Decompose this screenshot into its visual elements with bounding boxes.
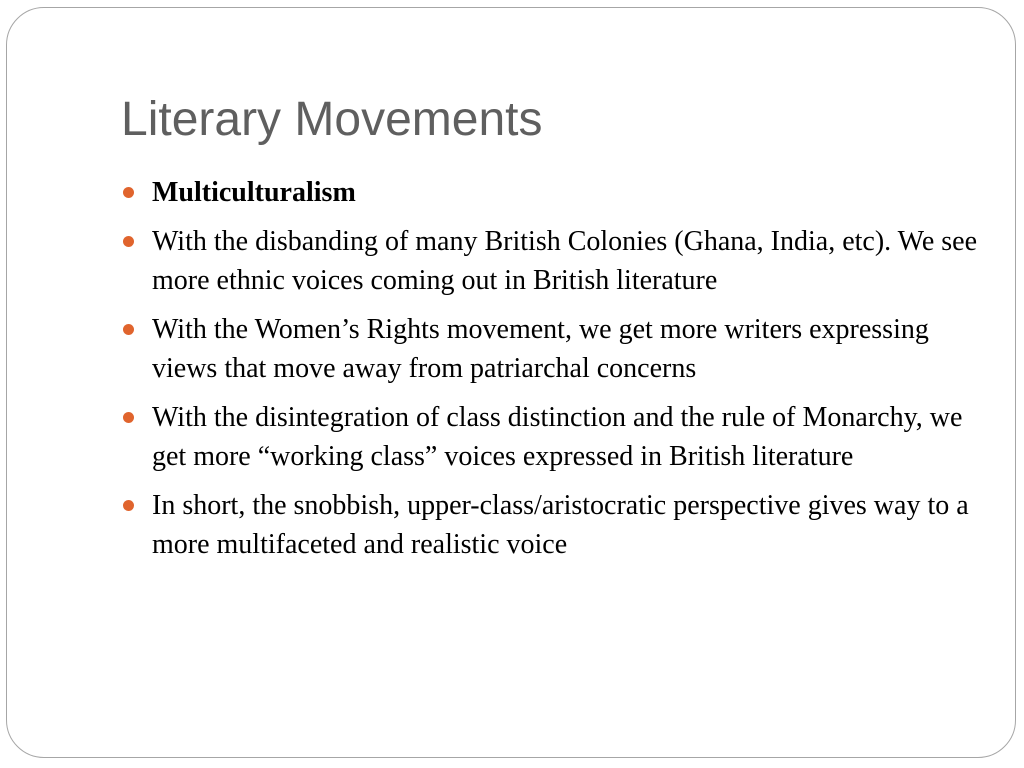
bullet-item-colonies bbox=[121, 222, 981, 301]
bullet-text: With the Women’s Rights movement, we get more writers expressing views that move away from patriarchal concerns bbox=[152, 313, 929, 384]
bullet-dot-icon bbox=[123, 500, 134, 511]
bullet-item-womens-rights bbox=[121, 310, 981, 389]
bullet-item-multiculturalism bbox=[121, 173, 981, 213]
bullet-text: With the disbanding of many British Colonies (Ghana, India, etc). We see more ethnic voices coming out in British literature bbox=[152, 225, 978, 296]
slide-frame bbox=[6, 7, 1016, 758]
bullet-item-in-short bbox=[121, 486, 981, 565]
bullet-dot-icon bbox=[123, 412, 134, 423]
bullet-dot-icon bbox=[123, 236, 134, 247]
bullet-text: Multiculturalism bbox=[152, 177, 356, 208]
bullet-list bbox=[121, 173, 981, 574]
bullet-dot-icon bbox=[123, 324, 134, 335]
bullet-text: With the disintegration of class distinction and the rule of Monarchy, we get more “working class” voices expressed in British literature bbox=[152, 401, 963, 472]
bullet-item-class-distinction bbox=[121, 398, 981, 477]
slide-title: Literary Movements bbox=[121, 93, 543, 146]
bullet-dot-icon bbox=[123, 187, 134, 198]
bullet-text: In short, the snobbish, upper-class/aristocratic perspective gives way to a more multifaceted and realistic voice bbox=[152, 489, 969, 560]
